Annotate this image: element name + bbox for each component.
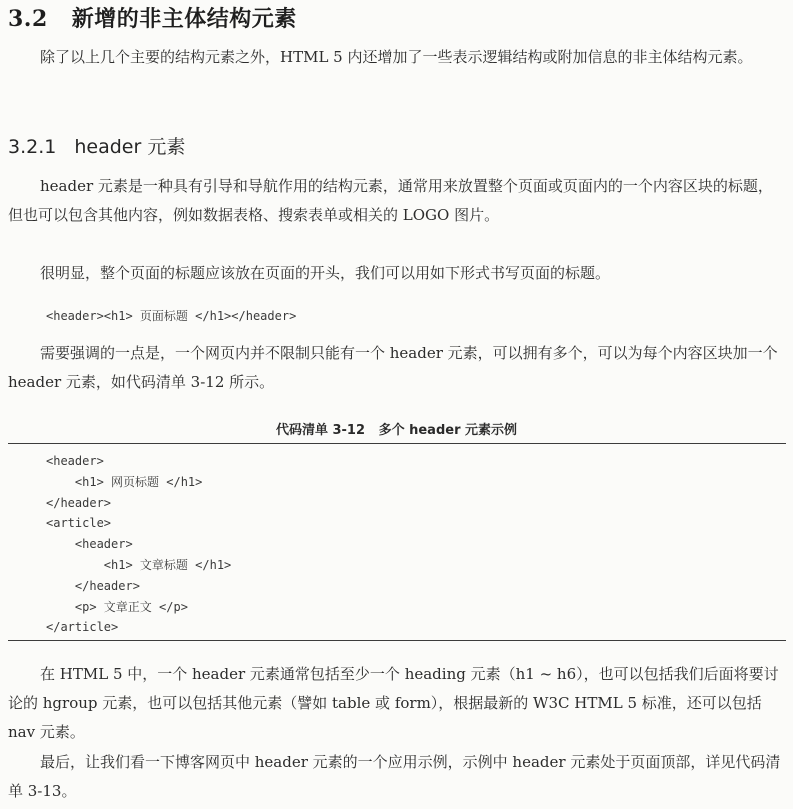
section-heading xyxy=(8,2,297,33)
paragraph-blog-example xyxy=(8,748,786,806)
subsection-number: 3.2.1 xyxy=(8,136,57,158)
code-line: <p> 文章正文 </p> xyxy=(46,599,188,614)
paragraph-multiple-headers-text: 需要强调的一点是，一个网页内并不限制只能有一个 header 元素，可以拥有多个，可以为每个内容区块加一个 header 元素，如代码清单 3-12 所示。 xyxy=(8,344,778,391)
code-line: </header> xyxy=(46,495,112,510)
inline-code-example: <header><h1> 页面标题 </h1></header> xyxy=(46,309,297,323)
code-line: <h1> 文章标题 </h1> xyxy=(46,557,232,572)
code-line: </article> xyxy=(46,620,119,635)
section-intro-text: 除了以上几个主要的结构元素之外，HTML 5 内还增加了一些表示逻辑结构或附加信息的非主体结构元素。 xyxy=(40,48,753,66)
paragraph-blog-example-text: 最后，让我们看一下博客网页中 header 元素的一个应用示例，示例中 header 元素处于页面顶部，详见代码清单 3-13。 xyxy=(8,753,781,800)
code-line: </header> xyxy=(46,578,140,593)
code-line: <article> xyxy=(46,516,112,531)
subsection-heading xyxy=(8,132,185,159)
code-line: <h1> 网页标题 </h1> xyxy=(46,474,203,489)
section-number: 3.2 xyxy=(8,6,48,32)
code-listing-top-rule xyxy=(8,443,786,444)
code-line: <header> xyxy=(46,537,133,552)
section-intro-paragraph xyxy=(8,43,786,72)
paragraph-header-contents xyxy=(8,660,786,747)
subsection-title: header 元素 xyxy=(74,136,186,158)
paragraph-page-title xyxy=(8,259,786,288)
section-title: 新增的非主体结构元素 xyxy=(71,6,297,32)
code-listing-bottom-rule xyxy=(8,640,786,641)
paragraph-page-title-text: 很明显，整个页面的标题应该放在页面的开头，我们可以用如下形式书写页面的标题。 xyxy=(40,264,611,282)
code-listing xyxy=(8,451,231,638)
paragraph-header-definition xyxy=(8,172,786,230)
code-listing-caption: 代码清单 3-12 多个 header 元素示例 xyxy=(275,423,518,438)
paragraph-header-contents-text: 在 HTML 5 中，一个 header 元素通常包括至少一个 heading 元素（h1 ~ h6），也可以包括我们后面将要讨论的 hgroup 元素，也可以包括其他元素（譬如 table 或 form），根据最新的 W3C HTML 5 标准，还可以包括 nav 元素。 xyxy=(8,665,779,741)
code-line: <header> xyxy=(46,454,104,468)
paragraph-header-definition-text: header 元素是一种具有引导和导航作用的结构元素，通常用来放置整个页面或页面内的一个内容区块的标题，但也可以包含其他内容，例如数据表格、搜索表单或相关的 LOGO 图片。 xyxy=(8,177,773,224)
paragraph-multiple-headers xyxy=(8,339,786,397)
